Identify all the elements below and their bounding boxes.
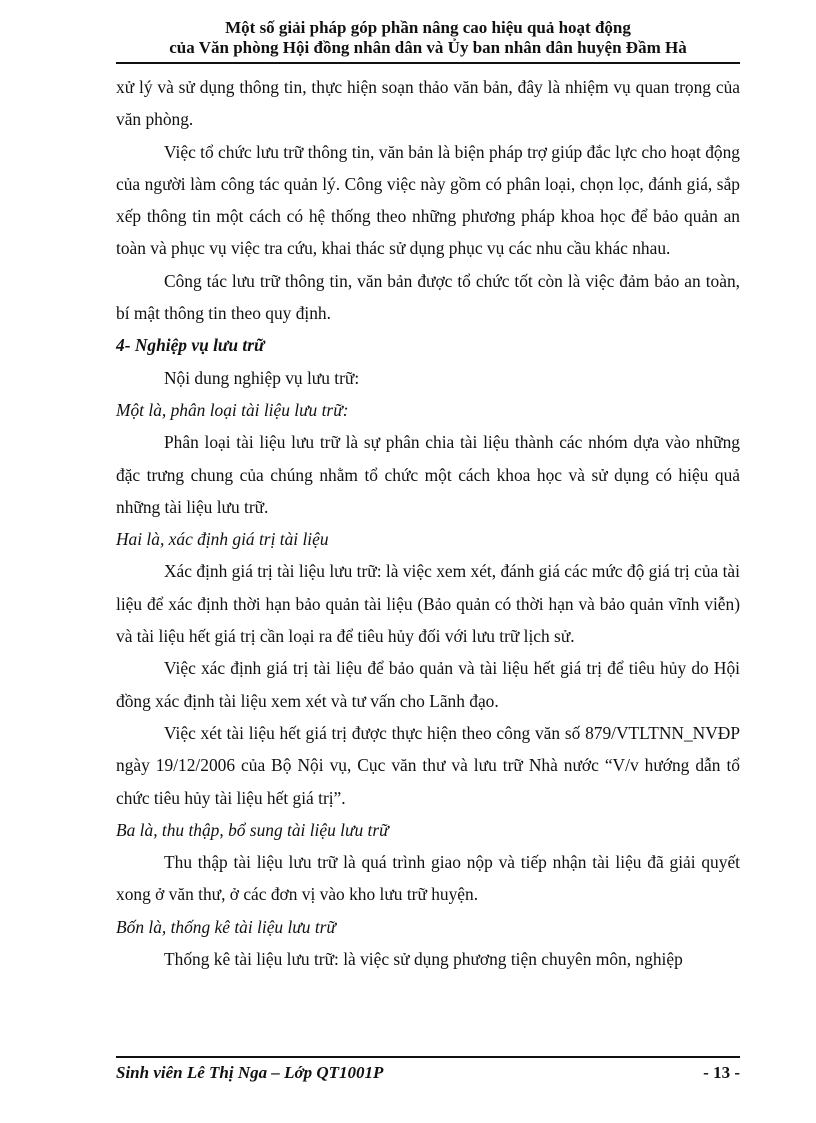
header-line-2: của Văn phòng Hội đồng nhân dân và Ủy ban nhân dân huyện Đầm Hà <box>169 38 687 57</box>
subheading: Hai là, xác định giá trị tài liệu <box>116 529 329 550</box>
footer-divider <box>116 1056 740 1058</box>
footer-author: Sinh viên Lê Thị Nga – Lớp QT1001P <box>116 1063 384 1082</box>
page-number: - 13 - <box>703 1063 740 1082</box>
paragraph: Việc tổ chức lưu trữ thông tin, văn bản là biện pháp trợ giúp đắc lực cho hoạt động của người làm công tác quản lý. Công việc này gồm có phân loại, chọn lọc, đánh giá, sắp xếp thông tin một cách có hệ thống theo những phương pháp khoa học để bảo quản an toàn và phục vụ việc tra cứu, khai thác sử dụng phục vụ các nhu cầu khác nhau. <box>116 141 740 259</box>
paragraph: Thu thập tài liệu lưu trữ là quá trình giao nộp và tiếp nhận tài liệu đã giải quyết xong ở văn thư, ở các đơn vị vào kho lưu trữ huyện. <box>116 852 740 905</box>
header-divider <box>116 62 740 64</box>
paragraph: Nội dung nghiệp vụ lưu trữ: <box>164 367 360 388</box>
paragraph: Việc xét tài liệu hết giá trị được thực hiện theo công văn số 879/VTLTNN_NVĐP ngày 19/12/2006 của Bộ Nội vụ, Cục văn thư và lưu trữ Nhà nước “V/v hướng dẫn tổ chức tiêu hủy tài liệu hết giá trị”. <box>116 722 740 808</box>
paragraph: Công tác lưu trữ thông tin, văn bản được tổ chức tốt còn là việc đảm bảo an toàn, bí mật thông tin theo quy định. <box>116 270 740 324</box>
subheading: Một là, phân loại tài liệu lưu trữ: <box>116 399 349 420</box>
document-body <box>116 71 740 975</box>
subheading: Bốn là, thống kê tài liệu lưu trữ <box>116 916 336 937</box>
paragraph: Xác định giá trị tài liệu lưu trữ: là việc xem xét, đánh giá các mức độ giá trị của tài liệu để xác định thời hạn bảo quản tài liệu (Bảo quản có thời hạn và bảo quản vĩnh viễn) và tài liệu hết giá trị cần loại ra để tiêu hủy đối với lưu trữ lịch sử. <box>116 561 740 647</box>
header-line-1: Một số giải pháp góp phần nâng cao hiệu quả hoạt động <box>225 18 631 37</box>
subheading: Ba là, thu thập, bổ sung tài liệu lưu trữ <box>116 819 389 840</box>
paragraph: xử lý và sử dụng thông tin, thực hiện soạn thảo văn bản, đây là nhiệm vụ quan trọng của văn phòng. <box>116 77 740 130</box>
section-heading: 4- Nghiệp vụ lưu trữ <box>116 335 265 356</box>
running-header <box>116 18 740 58</box>
paragraph: Việc xác định giá trị tài liệu để bảo quản và tài liệu hết giá trị để tiêu hủy do Hội đồng xác định tài liệu xem xét và tư vấn cho Lãnh đạo. <box>116 658 740 711</box>
paragraph: Phân loại tài liệu lưu trữ là sự phân chia tài liệu thành các nhóm dựa vào những đặc trưng chung của chúng nhằm tổ chức một cách khoa học và sử dụng có hiệu quả những tài liệu lưu trữ. <box>116 432 740 517</box>
paragraph: Thống kê tài liệu lưu trữ: là việc sử dụng phương tiện chuyên môn, nghiệp <box>164 949 683 970</box>
